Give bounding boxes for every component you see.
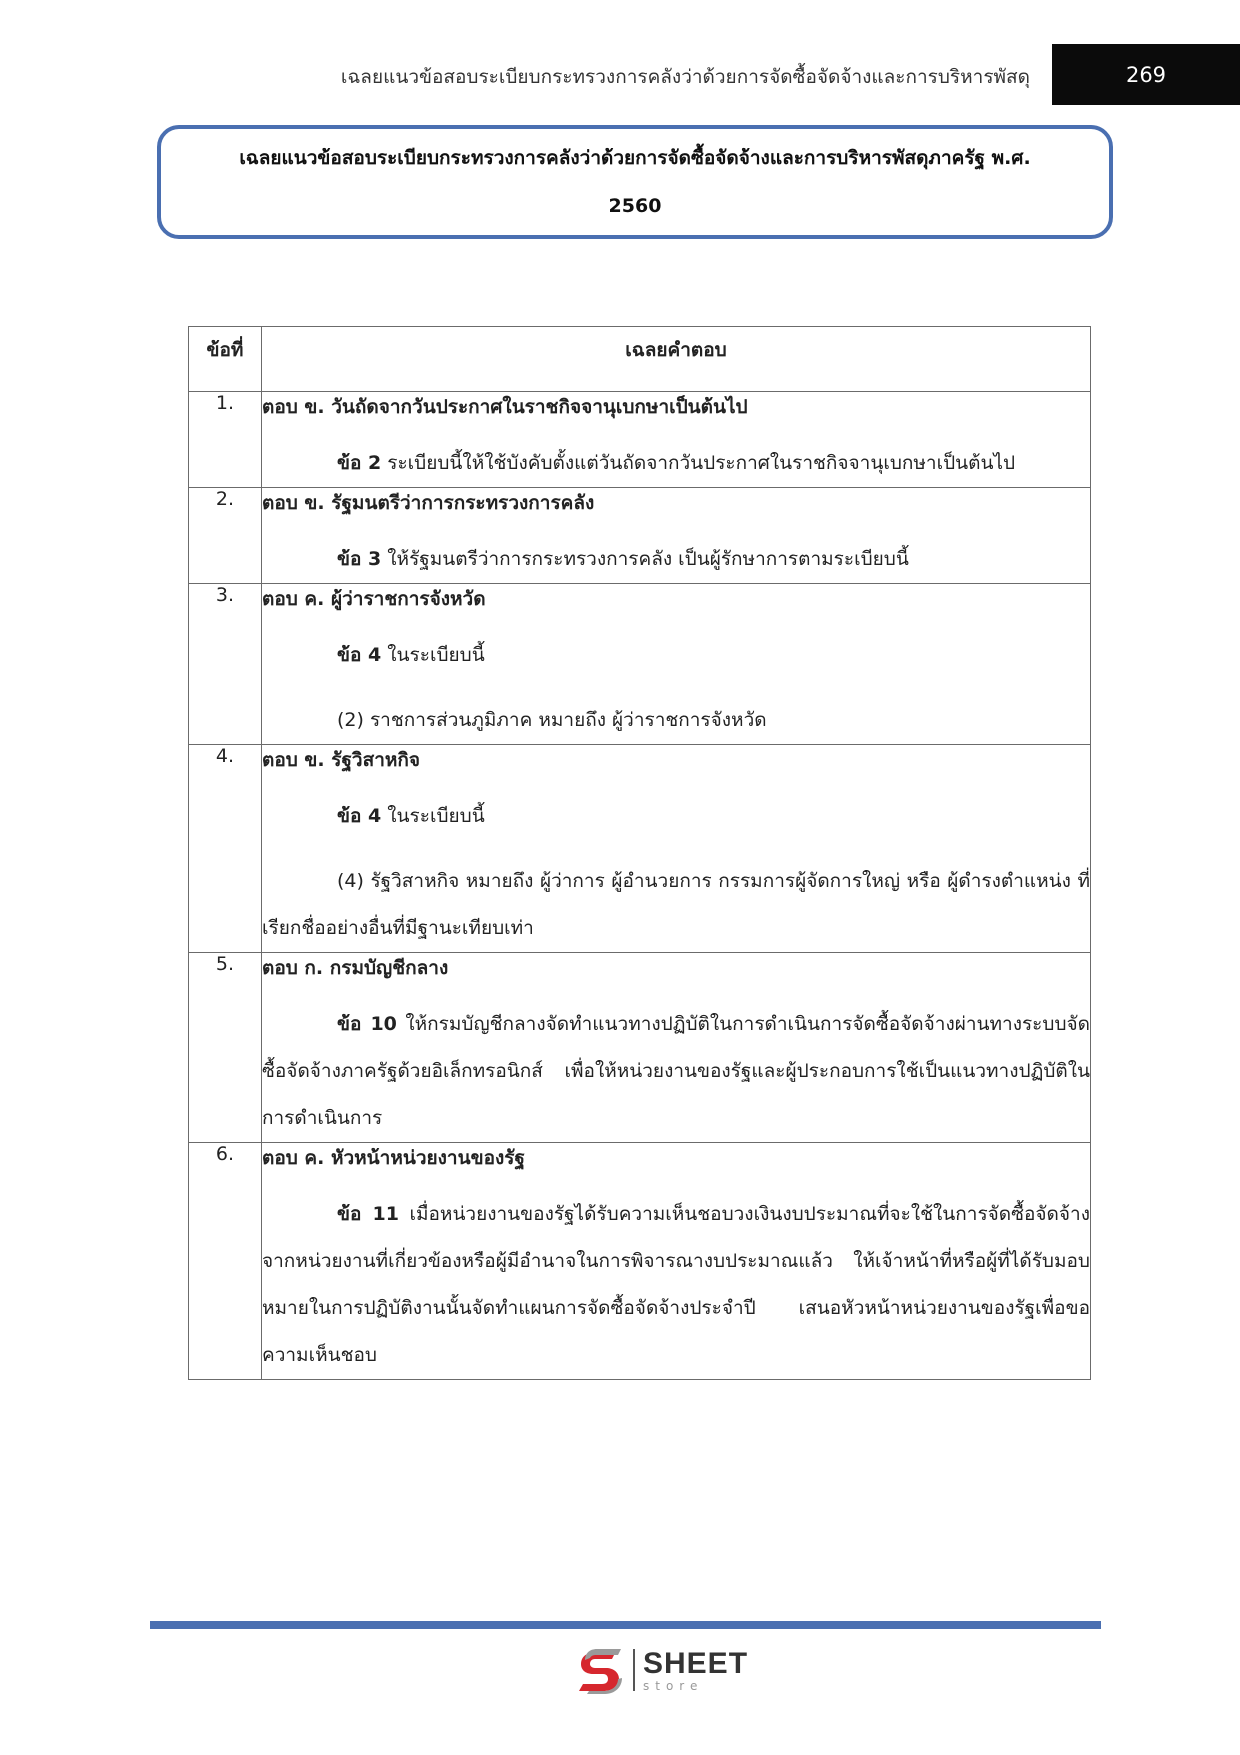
clause-label: ข้อ 3 [337, 548, 382, 570]
header-answer: เฉลยคำตอบ [262, 327, 1091, 392]
title-line-2: 2560 [608, 195, 662, 217]
row-answer-cell [262, 392, 1091, 488]
clause-text: ระเบียบนี้ให้ใช้บังคับตั้งแต่วันถัดจากวันประกาศในราชกิจจานุเบกษาเป็นต้นไป [381, 452, 1016, 474]
table-row [189, 953, 1091, 1143]
clause-text: เมื่อหน่วยงานของรัฐได้รับความเห็นชอบวงเงินงบประมาณที่จะใช้ในการจัดซื้อจัดจ้างจากหน่วยงานที่เกี่ยวข้องหรือผู้มีอำนาจในการพิจารณางบประมาณแล้ว ให้เจ้าหน้าที่หรือผู้ที่ได้รับมอบหมายในการปฏิบัติงานนั้นจัดทำแผนการจัดซื้อจัดจ้างประจำปี เสนอหัวหน้าหน่วยงานของรัฐเพื่อขอความเห็นชอบ [262, 1203, 1090, 1366]
clause-label: ข้อ 2 [337, 452, 382, 474]
clause-label: ข้อ 10 [337, 1013, 397, 1035]
row-answer-cell [262, 745, 1091, 953]
logo-subtext: store [643, 1678, 704, 1693]
clause-subitem: (4) รัฐวิสาหกิจ หมายถึง ผู้ว่าการ ผู้อำนวยการ กรรมการผู้จัดการใหญ่ หรือ ผู้ดำรงตำแหน่ง ที่เรียกชื่ออย่างอื่นที่มีฐานะเทียบเท่า [262, 870, 1090, 939]
running-header: เฉลยแนวข้อสอบระเบียบกระทรวงการคลังว่าด้วยการจัดซื้อจัดจ้างและการบริหารพัสดุ [340, 66, 1030, 88]
logo-word: SHEET [643, 1646, 749, 1680]
row-number: 3. [189, 584, 262, 745]
title-box [157, 125, 1113, 239]
page-number: 269 [1052, 44, 1240, 105]
answer-table [188, 326, 1091, 1380]
table-row [189, 584, 1091, 745]
table-row [189, 392, 1091, 488]
footer-divider [150, 1621, 1101, 1629]
row-answer-cell [262, 584, 1091, 745]
answer-choice: ตอบ ข. รัฐวิสาหกิจ [262, 749, 421, 771]
row-answer-cell [262, 488, 1091, 584]
logo-separator [633, 1649, 635, 1691]
clause-label: ข้อ 11 [337, 1203, 399, 1225]
answer-choice: ตอบ ข. วันถัดจากวันประกาศในราชกิจจานุเบกษาเป็นต้นไป [262, 396, 748, 418]
row-number: 5. [189, 953, 262, 1143]
table-row [189, 1143, 1091, 1380]
row-number: 4. [189, 745, 262, 953]
clause-subitem: (2) ราชการส่วนภูมิภาค หมายถึง ผู้ว่าราชการจังหวัด [337, 709, 767, 731]
row-number: 1. [189, 392, 262, 488]
clause-text: ให้กรมบัญชีกลางจัดทำแนวทางปฏิบัติในการดำเนินการจัดซื้อจัดจ้างผ่านทางระบบจัดซื้อจัดจ้างภาครัฐด้วยอิเล็กทรอนิกส์ เพื่อให้หน่วยงานของรัฐและผู้ประกอบการใช้เป็นแนวทางปฏิบัติในการดำเนินการ [262, 1013, 1090, 1129]
answer-choice: ตอบ ข. รัฐมนตรีว่าการกระทรวงการคลัง [262, 492, 595, 514]
clause-label: ข้อ 4 [337, 644, 382, 666]
clause-text: ในระเบียบนี้ [381, 644, 485, 666]
clause-text: ให้รัฐมนตรีว่าการกระทรวงการคลัง เป็นผู้รักษาการตามระเบียบนี้ [381, 548, 909, 570]
sheet-logo-icon [575, 1645, 627, 1695]
header-number: ข้อที่ [189, 327, 262, 392]
row-number: 2. [189, 488, 262, 584]
sheet-store-logo [575, 1645, 748, 1695]
row-answer-cell [262, 1143, 1091, 1380]
table-row [189, 488, 1091, 584]
answer-choice: ตอบ ค. ผู้ว่าราชการจังหวัด [262, 588, 486, 610]
answer-choice: ตอบ ค. หัวหน้าหน่วยงานของรัฐ [262, 1147, 525, 1169]
row-answer-cell [262, 953, 1091, 1143]
clause-label: ข้อ 4 [337, 805, 382, 827]
table-header-row [189, 327, 1091, 392]
title-line-1: เฉลยแนวข้อสอบระเบียบกระทรวงการคลังว่าด้วยการจัดซื้อจัดจ้างและการบริหารพัสดุภาครัฐ พ.ศ. [239, 147, 1031, 169]
table-row [189, 745, 1091, 953]
clause-text: ในระเบียบนี้ [381, 805, 485, 827]
answer-choice: ตอบ ก. กรมบัญชีกลาง [262, 957, 449, 979]
row-number: 6. [189, 1143, 262, 1380]
